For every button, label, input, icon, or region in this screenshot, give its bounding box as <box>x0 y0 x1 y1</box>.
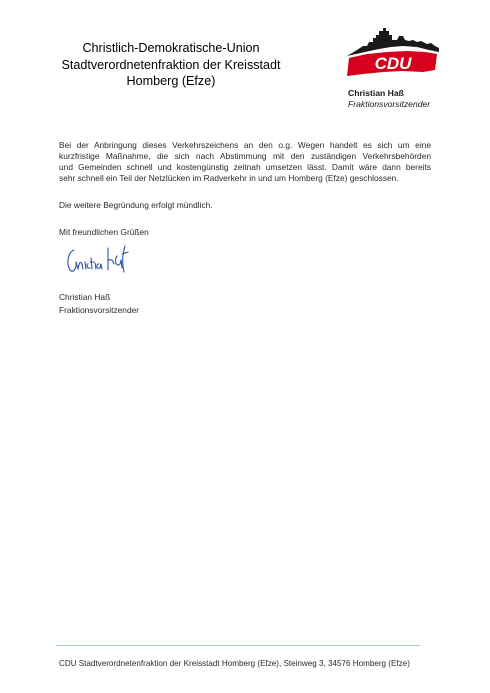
paragraph-line: und Gemeinden schnell und kostengünstig zeitnah umsetzen lässt. Damit wäre dann bereits <box>59 162 431 172</box>
handwritten-signature <box>64 242 134 278</box>
cdu-logo <box>343 26 441 78</box>
letterhead-line-2: Stadtverordnetenfraktion der Kreisstadt <box>61 57 281 72</box>
letter-greeting: Mit freundlichen Grüßen <box>59 227 149 237</box>
paragraph-line: kurzfristige Maßnahme, die sich nach Abstimmung mit den zuständigen Verkehrsbehörden <box>59 151 431 161</box>
paragraph-line: sehr schnell ein Teil der Netzlücken im Radverkehr in und um Homberg (Efze) geschlossen. <box>59 173 399 183</box>
sender-block <box>348 88 430 110</box>
closing-name: Christian Haß <box>59 292 111 302</box>
cdu-logo-text: CDU <box>374 54 412 73</box>
footer-address: CDU Stadtverordnetenfraktion der Kreisstadt Homberg (Efze), Steinweg 3, 34576 Homberg (Efze) <box>59 659 410 668</box>
paragraph-line: Bei der Anbringung dieses Verkehrszeichens an den o.g. Wegen handelt es sich um eine <box>59 140 431 150</box>
sender-name: Christian Haß <box>348 88 404 98</box>
closing-role: Fraktionsvorsitzender <box>59 305 140 315</box>
letter-paragraph-1 <box>59 140 431 184</box>
closing-block <box>59 291 139 317</box>
letter-paragraph-2: Die weitere Begründung erfolgt mündlich. <box>59 200 213 210</box>
sender-role: Fraktionsvorsitzender <box>348 99 431 109</box>
letterhead-title <box>40 40 302 90</box>
letterhead-line-1: Christlich-Demokratische-Union <box>82 41 260 55</box>
footer-divider <box>56 645 420 646</box>
letterhead-line-3: Homberg (Efze) <box>126 74 216 88</box>
